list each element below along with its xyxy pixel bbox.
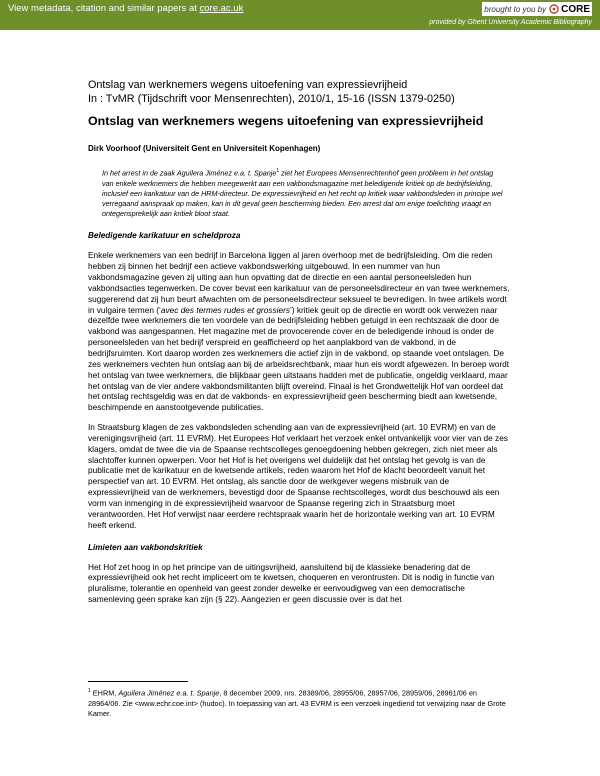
paragraph-1	[88, 250, 512, 413]
footnote-ref[interactable]: 1	[276, 168, 280, 174]
abstract	[102, 166, 506, 219]
citation-title: Ontslag van werknemers wegens uitoefening van expressievrijheid	[88, 79, 408, 91]
provided-by-text: provided by Ghent University Academic Bibliography	[429, 19, 592, 26]
abstract-part2: ziet het Europees Mensenrechtenhof geen probleem in het ontslag van enkele werknemers die hebben meegewerkt aan een vakbondsmagazine met beledigende kritiek op de bedrijfsleiding, inclusief een karikatuur van de HRM-directeur. De expressievrijheid en het recht op kritiek waar vakbondsleden in principe wel verregaand aanspraak op maken, kan in dit geval geen bescherming bieden. Een arrest dat om enige toelichting vraagt en ontegensprekelijk aan kritiek bloot staat.	[102, 168, 503, 219]
abstract-part1: In het arrest in de zaak Aguilera Jiménez e.a. t. Spanje	[102, 168, 277, 178]
article-title: Ontslag van werknemers wegens uitoefening van expressievrijheid	[88, 114, 484, 128]
paragraph-1-b: ’) kritiek geuit op de directie en wordt ook verwezen naar dezelfde twee werknemers die ten voordele van de bedrijfsleiding hebben getuigd in een rechtszaak die door de vakbond was aangespannen. Het magazine met de provocerende cover en de beledigende inhoud is onder de personeelsleden van het bedrijf verspreid en geafficheerd op het aanplakbord van de vakbond, in de bedrijfsruimten. Kort daarop worden zes werknemers die actief zijn in de vakbond, op staande voet ontslagen. De zes werknemers vechten hun ontslag aan bij de arbeidsrechtbank, maar hun eis wordt afgewezen. In beroep wordt het ontslag van twee werknemers, die blijkbaar geen uitstaans hadden met de publicatie, ongeldig verklaard, maar het ontslag van de vier andere vakbondsmilitanten blijft overeind. Finaal is het Grondwettelijk Hof van oordeel dat het ontslag rechtsgeldig was en dat de vakbonds- en expressievrijheid geen bescherming biedt aan kwetsende, beschimpende en aanstootgevende publicaties.	[88, 304, 510, 413]
author: Dirk Voorhoof (Universiteit Gent en Universiteit Kopenhagen)	[88, 144, 321, 153]
metadata-text: View metadata, citation and similar papers at	[8, 3, 200, 14]
document-page	[88, 78, 512, 605]
metadata-link[interactable]	[8, 3, 243, 14]
core-logo[interactable]	[549, 4, 590, 15]
brought-label: brought to you by	[484, 4, 547, 14]
citation-source: In : TvMR (Tijdschrift voor Mensenrechten), 2010/1, 15-16 (ISSN 1379-0250)	[88, 93, 455, 105]
section-heading-1: Beledigende karikatuur en scheldproza	[88, 231, 241, 241]
footnote-number: 1	[88, 688, 91, 694]
citation-block	[88, 78, 512, 106]
section-heading-2: Limieten aan vakbondskritiek	[88, 542, 203, 552]
paragraph-2: In Straatsburg klagen de zes vakbondsleden schending aan van de expressievrijheid (art. 10 EVRM) en van de verenigingsvrijheid (art. 11 EVRM). Het Europees Hof verklaart het verzoek enkel ontvankelijk voor vier van de zes klagers, omdat de twee die via de Spaanse rechtscolleges genoegdoening hebben gekregen, zich niet meer als slachtoffer kunnen opwerpen. Voor het Hof is het overigens wel duidelijk dat het ontslag het gevolg is van de publicatie met de karikatuur en de kwetsende artikels, reden waarom het Hof de klacht beoordeelt vanuit het perspectief van art. 10 EVRM. Het ontslag, als sanctie door de werkgever wegens misbruik van de expressievrijheid van de werknemers, bevestigd door de Spaanse rechtscolleges, wordt dus beschouwd als een vorm van inmenging in de expressievrijheid waarvoor de Spaanse regering zich in Straatsburg moet verantwoorden. Het Hof verwijst naar eerdere rechtspraak waarin het de horizontale werking van art. 10 EVRM heeft erkend.	[88, 422, 508, 530]
provided-by-bar	[0, 18, 600, 30]
core-link[interactable]: core.ac.uk	[199, 3, 244, 14]
paragraph-3: Het Hof zet hoog in op het principe van de uitingsvrijheid, aansluitend bij de klassieke benadering dat de expressievrijheid ook het recht impliceert om te kwetsen, choqueren en verontrusten. Dit is nodig in functie van pluralisme, tolerantie en openheid van geest zonder dewelke er eenvoudigweg van een democratische samenleving geen sprake kan zijn (§ 22). Aangezien er geen discussie over is dat het	[88, 561, 495, 605]
core-brand: CORE	[561, 3, 590, 15]
footnote	[88, 686, 506, 719]
footnote-divider	[88, 681, 188, 682]
paragraph-1-a: Enkele werknemers van een bedrijf in Barcelona liggen al jaren overhoop met de bedrijfsleiding. Om die reden hebben zij binnen het bedrijf een actieve vakbondswerking uitgebouwd. In een nummer van hun vakbondsmagazine geven zij uiting aan hun opvatting dat de directie en een aantal personeelsleden hun vakbondsacties tegenwerken. De cover bevat een karikatuur van de personeelsdirecteur en van twee werknemers, suggererend dat zij hun beurt afwachten om de personeelsdirecteur seksueel te bevredigen. In twee artikels wordt in vulgaire termen (‘	[88, 250, 510, 315]
paragraph-1-italic: avec des termes rudes et grossiers	[160, 304, 290, 315]
core-logo-icon	[549, 4, 559, 14]
brought-to-you-by[interactable]	[482, 2, 592, 16]
footnote-text-a: EHRM,	[90, 688, 119, 698]
footnote-case-name: Aguilera Jiménez e.a. t. Spanje	[118, 688, 220, 698]
footnote-text-b: , 8 december 2009, nrs. 28389/06, 28955/06, 28957/06, 28959/06, 28961/06 en 28964/06. Zie <www.echr.coe.int> (hudoc). In toepassing van art. 43 EVRM is een verzoek ingediend tot verwijzing naar de Grote Kamer.	[88, 688, 506, 718]
